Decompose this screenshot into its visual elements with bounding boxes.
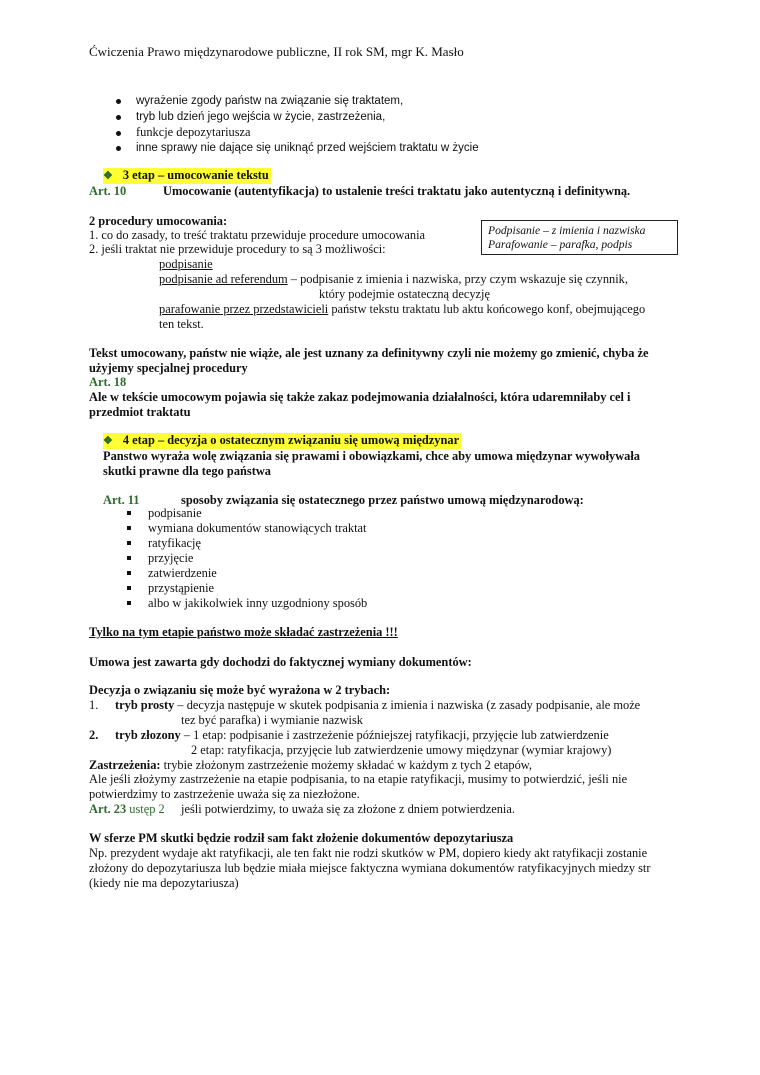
stage-3-heading: ❖ 3 etap – umocowanie tekstu: [103, 168, 269, 182]
list-item: albo w jakikolwiek inny uzgodniony sposób: [148, 596, 368, 610]
reservations-line-2: Ale jeśli złożymy zastrzeżenie na etapie podpisania, to na etapie ratyfikacji, musimy to potwierdzić, jeśli nie: [89, 772, 628, 786]
bullet-dot-icon: [116, 131, 121, 136]
square-bullet-icon: [127, 571, 131, 575]
list-item: funkcje depozytariusza: [136, 125, 251, 139]
mode-2-line: tryb złozony – 1 etap: podpisanie i zastrzeżenie późniejszej ratyfikacji, przyjęcie lub zatwierdzenie: [115, 728, 609, 742]
square-bullet-icon: [127, 511, 131, 515]
reservations-line-3: potwierdzimy to zastrzeżenie uważa się za niezłożone.: [89, 787, 360, 801]
article-10-label: Art. 10: [89, 184, 127, 198]
article-18-label: Art. 18: [89, 375, 127, 389]
list-item: zatwierdzenie: [148, 566, 217, 580]
reservations-line: Zastrzeżenia: trybie złożonym zastrzeżenie możemy składać w każdym z tych 2 etapów,: [89, 758, 533, 772]
square-bullet-icon: [127, 526, 131, 530]
mode-1-line-cont: tez być parafka) i wymianie nazwisk: [181, 713, 363, 727]
article-23-label: Art. 23: [89, 802, 127, 816]
box-line: Podpisanie – z imienia i nazwiska: [488, 224, 646, 237]
article-23-line: Art. 23 ustęp 2: [89, 802, 165, 816]
article-23-text: jeśli potwierdzimy, to uważa się za złożone z dniem potwierdzenia.: [181, 802, 515, 816]
diamond-bullet-icon: ❖: [103, 435, 113, 447]
square-bullet-icon: [127, 586, 131, 590]
list-item: inne sprawy nie dające się uniknąć przed wejściem traktatu w życie: [136, 142, 479, 154]
bullet-dot-icon: [116, 146, 121, 151]
authenticated-text-para-cont: użyjemy specjalnej procedury: [89, 361, 248, 375]
diamond-bullet-icon: ❖: [103, 170, 113, 182]
article-18-text: Ale w tekście umocowym pojawia się także zakaz podejmowania działalności, która udaremniłaby cel i: [89, 390, 631, 404]
article-10-text: Umocowanie (autentyfikacja) to ustalenie treści traktatu jako autentyczną i definitywną.: [163, 184, 631, 198]
pm-line-1: Np. prezydent wydaje akt ratyfikacji, ale ten fakt nie rodzi skutków w PM, dopiero kiedy akt ratyfikacji zostanie: [89, 846, 648, 860]
procedure-1: 1. co do zasady, to treść traktatu przewiduje procedure umocowania: [89, 228, 426, 242]
modes-heading: Decyzja o związaniu się może być wyrażona w 2 trybach:: [89, 683, 391, 697]
page-header: Ćwiczenia Prawo międzynarodowe publiczne, II rok SM, mgr K. Masło: [89, 44, 464, 59]
mode-2-number: 2.: [89, 728, 99, 742]
pm-line-2: złożony do depozytariusza lub będzie miała miejsce faktyczna wymiana dokumentów ratyfikacyjnych miedzy str: [89, 861, 651, 875]
mode-1-number: 1.: [89, 698, 99, 712]
option-ad-referendum: podpisanie ad referendum – podpisanie z imienia i nazwiska, przy czym wskazuje się czynnik,: [159, 272, 628, 286]
contract-concluded-note: Umowa jest zawarta gdy dochodzi do faktycznej wymiany dokumentów:: [89, 655, 472, 669]
list-item: podpisanie: [148, 506, 202, 520]
list-item: ratyfikację: [148, 536, 201, 550]
list-item: tryb lub dzień jego wejścia w życie, zastrzeżenia,: [136, 111, 386, 123]
stage-4-heading: ❖ 4 etap – decyzja o ostatecznym związaniu się umową międzynar: [103, 433, 460, 447]
pm-heading: W sferze PM skutki będzie rodził sam fakt złożenie dokumentów depozytariusza: [89, 831, 514, 845]
procedures-heading: 2 procedury umocowania:: [89, 214, 228, 228]
article-11-text: sposoby związania się ostatecznego przez państwo umową międzynarodową:: [181, 493, 584, 507]
option-signing: podpisanie: [159, 257, 213, 271]
bullet-dot-icon: [116, 99, 121, 104]
square-bullet-icon: [127, 556, 131, 560]
authenticated-text-para: Tekst umocowany, państw nie wiąże, ale jest uznany za definitywny czyli nie możemy go zmienić, chyba że: [89, 346, 649, 360]
option-initialing-cont: ten tekst.: [159, 317, 204, 331]
stage-4-intro: Panstwo wyraża wolę związania się prawami i obowiązkami, chce aby umowa międzynar wywoływała: [103, 449, 641, 463]
mode-1-line: tryb prosty – decyzja następuje w skutek podpisania z imienia i nazwiska (z zasady podpisanie, ale może: [115, 698, 641, 712]
list-item: wymiana dokumentów stanowiących traktat: [148, 521, 367, 535]
list-item: przystąpienie: [148, 581, 215, 595]
reservations-note: Tylko na tym etapie państwo może składać zastrzeżenia !!!: [89, 625, 398, 639]
article-11-label: Art. 11: [103, 493, 140, 507]
stage-4-intro-cont: skutki prawne dla tego państwa: [103, 464, 271, 478]
square-bullet-icon: [127, 601, 131, 605]
list-item: wyrażenie zgody państw na związanie się traktatem,: [136, 95, 404, 107]
list-item: przyjęcie: [148, 551, 194, 565]
box-line: Parafowanie – parafka, podpis: [488, 238, 633, 251]
pm-line-3: (kiedy nie ma depozytariusza): [89, 876, 239, 890]
option-ad-referendum-cont: który podejmie ostateczną decyzję: [319, 287, 490, 301]
procedure-2: 2. jeśli traktat nie przewiduje procedury to są 3 możliwości:: [89, 242, 386, 256]
mode-2-line-cont: 2 etap: ratyfikacja, przyjęcie lub zatwierdzenie umowy międzynar (wymiar krajowy): [191, 743, 612, 757]
option-initialing: parafowanie przez przedstawicieli państw tekstu traktatu lub aktu końcowego konf, obejmującego: [159, 302, 646, 316]
definition-box: [481, 220, 678, 255]
article-18-text-cont: przedmiot traktatu: [89, 405, 191, 419]
square-bullet-icon: [127, 541, 131, 545]
bullet-dot-icon: [116, 115, 121, 120]
